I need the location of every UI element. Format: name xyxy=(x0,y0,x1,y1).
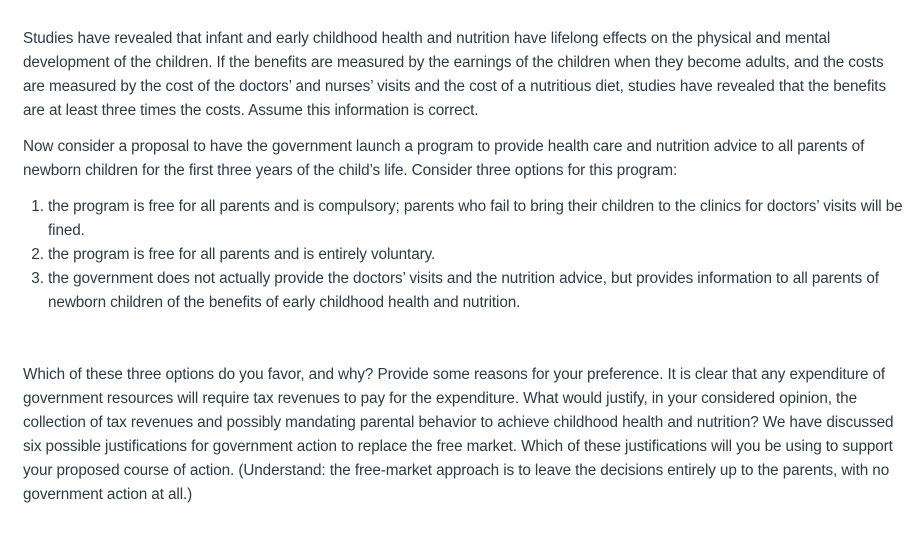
question-paragraph: Which of these three options do you favor, and why? Provide some reasons for your preference. It is clear that any expenditure of government resources will require tax revenues to pay for the expenditure. What would justify, in your considered opinion, the collection of tax revenues and possibly mandating parental behavior to achieve childhood health and nutrition? We have discussed six possible justifications for government action to replace the free market. Which of these justifications will you be using to support your proposed course of action. (Understand: the free-market approach is to leave the decisions entirely up to the parents, with no government action at all.) xyxy=(23,366,894,503)
proposal-paragraph: Now consider a proposal to have the government launch a program to provide health care and nutrition advice to all parents of newborn children for the first three years of the child’s life. Consider three options for this program: xyxy=(23,138,865,179)
blank-spacer xyxy=(23,315,903,363)
options-list xyxy=(23,195,903,315)
document-body xyxy=(23,27,903,507)
option-item-1: 1. the program is free for all parents and is compulsory; parents who fail to bring their children to the clinics for doctors’ visits will be fined. xyxy=(48,195,903,243)
option-item-2: 2. the program is free for all parents and is entirely voluntary. xyxy=(48,243,903,267)
option-item-3: 3. the government does not actually provide the doctors’ visits and the nutrition advice, but provides information to all parents of newborn children of the benefits of early childhood health and nutrition. xyxy=(48,267,903,315)
intro-paragraph: Studies have revealed that infant and early childhood health and nutrition have lifelong effects on the physical and mental development of the children. If the benefits are measured by the earnings of the children when they become adults, and the costs are measured by the cost of the doctors’ and nurses’ visits and the cost of a nutritious diet, studies have revealed that the benefits are at least three times the costs. Assume this information is correct. xyxy=(23,30,886,119)
